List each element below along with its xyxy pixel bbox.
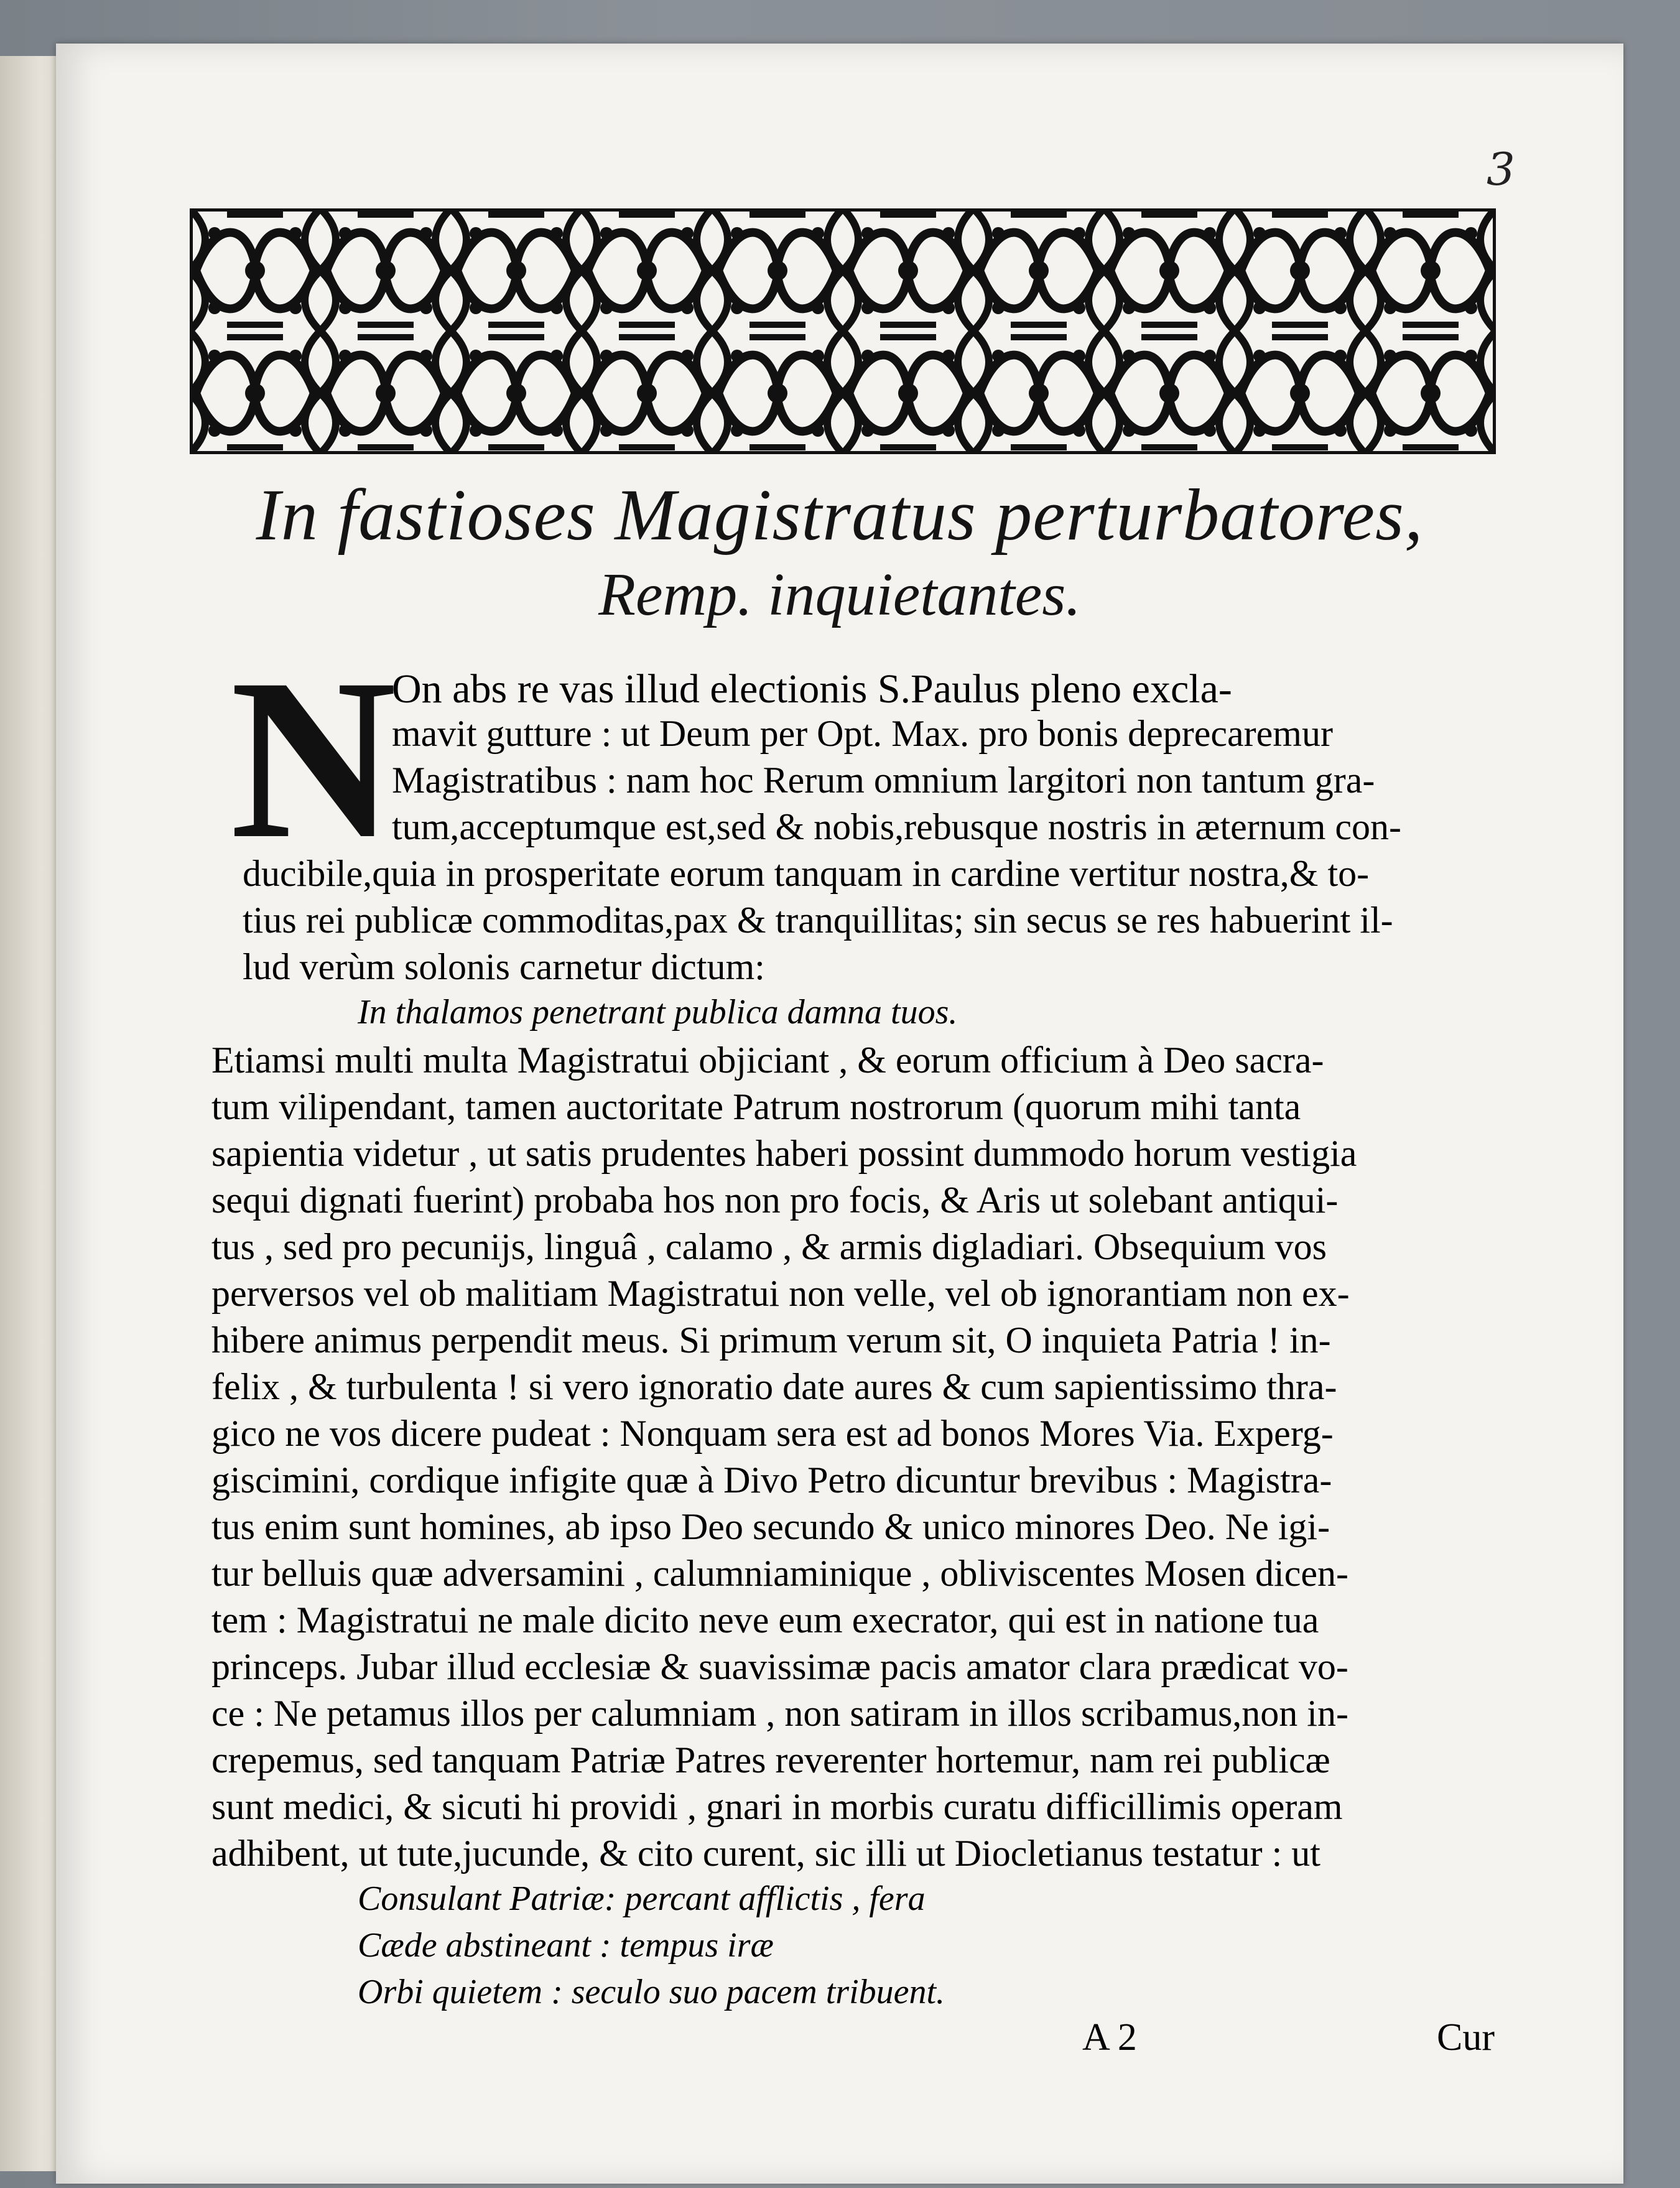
body-line: tus enim sunt homines, ab ipso Deo secundo & unico minores Deo. Ne igi- [211, 1506, 1330, 1547]
ornamental-headband [190, 208, 1496, 454]
body-line: ducibile,quia in prosperitate eorum tanquam in cardine vertitur nostra,& to- [243, 853, 1370, 894]
body-line: ce : Ne petamus illos per calumniam , non satiram in illos scribamus,non in- [211, 1693, 1348, 1734]
title-line-1: In fastioses Magistratus perturbatores, [256, 474, 1424, 556]
title-line-2: Remp. inquietantes. [598, 561, 1081, 628]
body-line: felix , & turbulenta ! si vero ignoratio date aures & cum sapientissimo thra- [211, 1366, 1337, 1407]
quote-line: In thalamos penetrant publica damna tuos. [358, 993, 958, 1031]
body-line: sapientia videtur , ut satis prudentes haberi possint dummodo horum vestigia [211, 1133, 1357, 1174]
body-line: tus , sed pro pecunijs, linguâ , calamo , & armis digladiari. Obsequium vos [211, 1226, 1327, 1267]
body-line: tum,acceptumque est,sed & nobis,rebusque nostris in æternum con- [392, 806, 1402, 847]
body-line: hibere animus perpendit meus. Si primum verum sit, O inquieta Patria ! in- [211, 1320, 1331, 1361]
body-line: tius rei publicæ commoditas,pax & tranquillitas; sin secus se res habuerint il- [243, 900, 1393, 941]
body-line: mavit gutture : ut Deum per Opt. Max. pro bonis deprecaremur [392, 713, 1333, 754]
book-page [56, 44, 1623, 2184]
body-line: sequi dignati fuerint) probaba hos non pro focis, & Aris ut solebant antiqui- [211, 1180, 1339, 1221]
catchword: Cur [1437, 2016, 1495, 2059]
body-line: giscimini, cordique infigite quæ à Divo Petro dicuntur brevibus : Magistra- [211, 1459, 1332, 1501]
body-line: princeps. Jubar illud ecclesiæ & suavissimæ pacis amator clara prædicat vo- [211, 1646, 1348, 1687]
body-line: tur belluis quæ adversamini , calumniaminique , obliviscentes Mosen dicen- [211, 1553, 1348, 1594]
body-line: perversos vel ob malitiam Magistratui non velle, vel ob ignorantiam non ex- [211, 1273, 1350, 1314]
drop-cap: N [230, 631, 397, 887]
body-line: tem : Magistratui ne male dicito neve eum execrator, qui est in natione tua [211, 1599, 1319, 1641]
body-line: Magistratibus : nam hoc Rerum omnium largitori non tantum gra- [392, 760, 1375, 801]
verse-line: Orbi quietem : seculo suo pacem tribuent. [358, 1973, 945, 2011]
signature-mark: A 2 [1082, 2016, 1137, 2059]
body-line: lud verùm solonis carnetur dictum: [243, 946, 765, 987]
body-line: adhibent, ut tute,jucunde, & cito curent, sic illi ut Diocletianus testatur : ut [211, 1833, 1320, 1874]
verse-line: Cæde abstineant : tempus iræ [358, 1926, 774, 1965]
body-line: On abs re vas illud electionis S.Paulus pleno excla- [392, 666, 1232, 712]
page-number: 3 [1487, 143, 1515, 195]
body-line: gico ne vos dicere pudeat : Nonquam sera est ad bonos Mores Via. Experg- [211, 1413, 1334, 1454]
body-line: sunt medici, & sicuti hi providi , gnari in morbis curatu difficillimis operam [211, 1786, 1343, 1827]
verse-line: Consulant Patriæ: percant afflictis , fera [358, 1879, 926, 1918]
body-line: crepemus, sed tanquam Patriæ Patres reverenter hortemur, nam rei publicæ [211, 1739, 1330, 1781]
body-line: Etiamsi multi multa Magistratui objiciant , & eorum officium à Deo sacra- [211, 1040, 1324, 1081]
body-line: tum vilipendant, tamen auctoritate Patrum nostrorum (quorum mihi tanta [211, 1086, 1301, 1127]
